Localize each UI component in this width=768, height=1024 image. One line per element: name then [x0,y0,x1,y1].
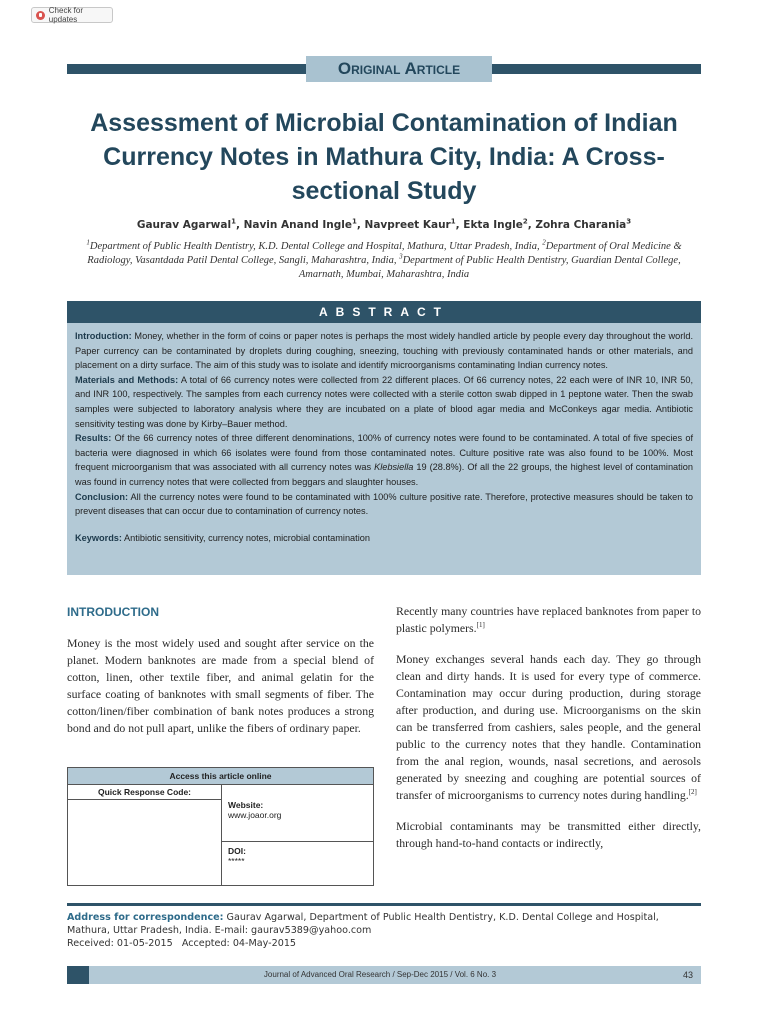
right-column [396,603,701,852]
author-name: Ekta Ingle [463,219,523,231]
doi-label: DOI: [228,846,246,856]
page-number: 43 [682,970,693,980]
access-article-box [67,767,374,886]
article-title: Assessment of Microbial Contamination of Indian Currency Notes in Mathura City, India: A Cross-sectional Study [90,109,678,205]
website-cell [222,785,373,886]
qr-code-cell [68,785,222,886]
doi-cell [228,846,246,866]
crossmark-icon [36,11,45,20]
check-for-updates-button[interactable] [31,7,113,23]
body-paragraph: Money exchanges several hands each day. They go through clean and dirty hands. It is used for every type of commerce. Contamination may occur during production, during storage after production, and during use. Microorganisms on the skin can be transferred from cashiers, sales people, and the general public to the currency notes that they handle. Contamination from the anal region, wounds, nasal secretions, and aerosols generated by sneezing and coughing are potential sources of transfer of microorganisms to currency notes during handling.[2] [396,652,701,802]
body-paragraph: Recently many countries have replaced banknotes from paper to plastic polymers.[1] [396,604,701,635]
abstract-conclusion: Conclusion: All the currency notes were found to be contaminated with 100% culture positive rate. Therefore, protective measures should be taken to prevent diseases that can occur due to contamination of currency notes. [75,491,693,517]
abstract-heading: ABSTRACT [67,301,701,323]
info-divider [222,841,373,842]
introduction-paragraph: Money is the most widely used and sought after service on the planet. Modern banknotes are made from a special blend of cotton, linen, other textile fiber, and animal gelatin for the surface coating of banknotes with small segments of fiber. The cotton/linen/fiber combination of bank notes produces a strong bond and do not pull apart, unlike the fibers of ordinary paper. [67,636,374,735]
correspondence: Address for correspondence: Gaurav Agarwal, Department of Public Health Dentistry, K.D. Dental College and Hospital, Mathura, Uttar Pradesh, India. E-mail: gaurav5389@yahoo.com Received: 01-05-2015 Accepted: 04-May-2015 [67,912,659,949]
website-link[interactable]: www.joaor.org [228,810,282,820]
affiliation: Department of Public Health Dentistry, Guardian Dental College, Amarnath, Mumbai, Maharashtra, India [298,255,681,280]
abstract-methods: Materials and Methods: A total of 66 currency notes were collected from 22 different places. Of 66 currency notes, 22 each were of INR 10, INR 50, and INR 100, respectively. The samples from each currency notes were collected with a sterile cotton swab dipped in 1 peptone water. Then the swab samples were subjected to laboratory analysis where they are incubated on a plate of blood agar media and McConkeys agar media. Antibiotic sensitivity testing was done by Kirby–Bauer method. [75,374,693,429]
introduction-heading: INTRODUCTION [67,605,159,619]
author-name: Gaurav Agarwal [136,219,232,231]
qr-label: Quick Response Code: [68,785,221,800]
footer-accent [67,966,89,984]
body-paragraph: Microbial contaminants may be transmitted either directly, through hand-to-hand contacts or indirectly, [396,819,701,850]
website-label: Website: [228,800,264,810]
accepted-date: Accepted: 04-May-2015 [181,938,297,949]
abstract-results: Results: Of the 66 currency notes of three different denominations, 100% of currency notes were found to be contaminated. A total of five species of bacteria were diagnosed in which 66 isolates were found from those contaminated notes. Culture positive rate was also found to be 100%. Most frequent microorganism that was associated with all currency notes was Klebsiella 19 (28.8%). Of all the 22 groups, the highest level of contamination was found in currency notes that were collected from beggars and slaughter houses. [75,433,693,487]
email-link[interactable]: gaurav5389@yahoo.com [251,925,372,936]
journal-citation: Journal of Advanced Oral Research / Sep-Dec 2015 / Vol. 6 No. 3 [263,970,497,979]
abstract-body [67,323,701,575]
correspondence-rule [67,903,701,906]
author-name: Navin Anand Ingle [243,219,352,231]
doi-value: ***** [228,856,245,866]
access-title: Access this article online [68,768,373,785]
author-name: Zohra Charania [535,219,627,231]
abstract-keywords: Keywords: Antibiotic sensitivity, currency notes, microbial contamination [75,532,370,543]
correspondence-label: Address for correspondence: [67,912,224,923]
author-name: Navpreet Kaur [364,219,451,231]
author-list: Gaurav Agarwal$^1$, Navin Anand Ingle$^1$, Navpreet Kaur$^1$, Ekta Ingle$^2$, Zohra Charania$^3$ [136,217,632,231]
affiliations: $^1$Department of Public Health Dentistry, K.D. Dental College and Hospital, Mathura, Uttar Pradesh, India, $^2$Department of Oral Medicine & Radiology, Vasantdada Patil Dental College, Sangli, Maharashtra, India, $^3$Department of Public Health Dentistry, Guardian Dental College, Amarnath, Mumbai, Maharashtra, India [86,238,682,280]
received-date: Received: 01-05-2015 [67,938,173,949]
affiliation: Department of Public Health Dentistry, K.D. Dental College and Hospital, Mathura, Uttar Pradesh, India, [89,241,543,252]
left-column [67,603,374,737]
affiliation: Department of Oral Medicine & Radiology, Vasantdada Patil Dental College, Sangli, Maharashtra, India, [87,241,682,266]
article-type-label: Original Article [306,56,492,82]
abstract-introduction: Introduction: Money, whether in the form of coins or paper notes is perhaps the most widely handled article by people every day throughout the world. Paper currency can be contaminated by droplets during coughing, sneezing, touching with previously contaminated hands or other materials, and placement on a dirty surface. The aim of this study was to isolate and identify microorganisms contaminating Indian currency notes. [75,331,693,371]
check-for-updates-label: Check for updates [48,6,83,24]
